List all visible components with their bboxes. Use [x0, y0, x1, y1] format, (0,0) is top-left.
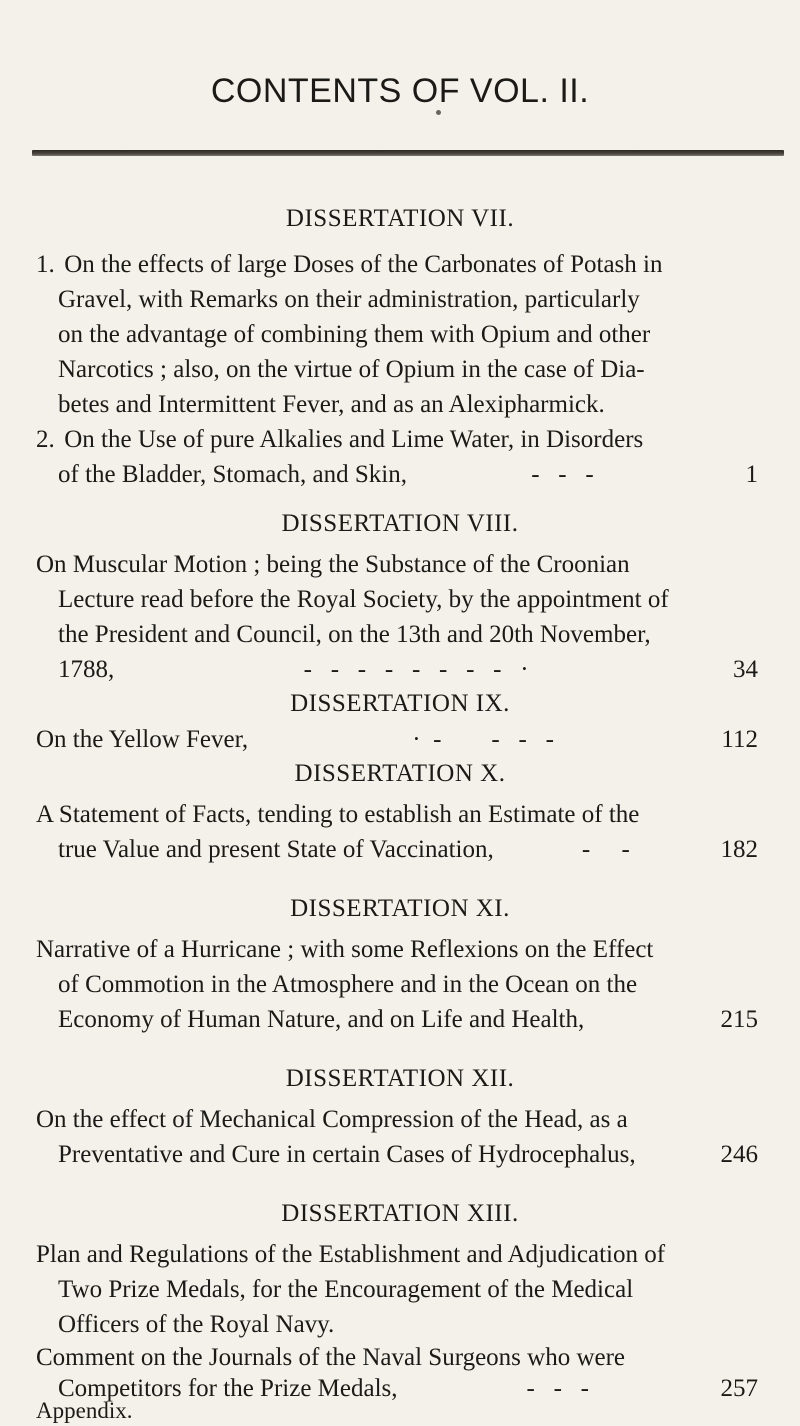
entry-line: Plan and Regulations of the Establishment and Adjudication of [36, 1241, 666, 1268]
section-heading-xi: DISSERTATION XI. [290, 895, 510, 922]
leader-dashes: - - [581, 836, 630, 863]
entry-text: Economy of Human Nature, and on Life and Health, [58, 1006, 585, 1033]
entry-text: On the Use of pure Alkalies and Lime Water, in Disorders [64, 426, 644, 453]
entry-line [58, 1005, 758, 1035]
entry-number: 1. [36, 251, 55, 278]
page-number: 112 [721, 726, 758, 753]
entry-line [58, 835, 758, 865]
entry-text: Preventative and Cure in certain Cases of Hydrocephalus, [58, 1141, 636, 1168]
entry-line: Narrative of a Hurricane ; with some Reflexions on the Effect [36, 936, 654, 963]
entry-line: of Commotion in the Atmosphere and in the Ocean on the [58, 971, 638, 998]
page-number: 257 [720, 1375, 758, 1402]
section-heading-viii: DISSERTATION VIII. [281, 510, 519, 537]
entry-text: Competitors for the Prize Medals, [58, 1375, 398, 1402]
entry-text: 1788, [58, 656, 115, 683]
entry-line: Two Prize Medals, for the Encouragement of the Medical [58, 1276, 634, 1303]
entry-line [58, 655, 758, 685]
section-heading-vii: DISSERTATION VII. [285, 205, 515, 232]
section-heading-xiii: DISSERTATION XIII. [281, 1200, 519, 1227]
entry-line: On Muscular Motion ; being the Substance of the Croonian [36, 551, 630, 578]
entry-line: On the effect of Mechanical Compression of the Head, as a [36, 1106, 628, 1133]
entry-line: Gravel, with Remarks on their administration, particularly [58, 286, 640, 313]
page-number: 246 [720, 1141, 758, 1168]
entry-text: true Value and present State of Vaccination, [58, 836, 494, 863]
entry-line: Lecture read before the Royal Society, by the appointment of [58, 586, 669, 613]
entry-line: the President and Council, on the 13th and 20th November, [58, 621, 651, 648]
entry-line: Narcotics ; also, on the virtue of Opium in the case of Dia- [58, 356, 645, 383]
entry-text: On the effects of large Doses of the Carbonates of Potash in [64, 251, 663, 278]
entry-text: of the Bladder, Stomach, and Skin, [58, 461, 407, 488]
entry-line [58, 460, 758, 490]
entry-line [36, 250, 776, 280]
entry-text: On the Yellow Fever, [36, 726, 249, 753]
leader-dashes: - - - [531, 461, 594, 488]
section-heading-xii: DISSERTATION XII. [285, 1065, 515, 1092]
entry-line-appendix: Appendix. [36, 1398, 133, 1423]
section-heading-ix: DISSERTATION IX. [290, 690, 510, 717]
entry-line [36, 425, 776, 455]
entry-line [36, 725, 758, 755]
entry-line: on the advantage of combining them with Opium and other [58, 321, 651, 348]
page-number: 1 [745, 461, 758, 488]
entry-line [58, 1140, 758, 1170]
section-heading-x: DISSERTATION X. [294, 760, 506, 787]
entry-number: 2. [36, 426, 55, 453]
page-number: 215 [720, 1006, 758, 1033]
leader-dashes: - - - [526, 1375, 589, 1402]
entry-line: Comment on the Journals of the Naval Surgeons who were [36, 1344, 626, 1371]
page-number: 34 [733, 656, 758, 683]
page-title: CONTENTS OF VOL. II. [210, 72, 590, 110]
ink-dot [436, 110, 441, 115]
leader-dashes: · - - - - [412, 726, 554, 753]
entry-line: betes and Intermittent Fever, and as an Alexipharmick. [58, 391, 605, 418]
leader-dashes: - - - - - - - - · [303, 656, 529, 683]
title-rule [32, 150, 784, 156]
page-number: 182 [720, 836, 758, 863]
entry-line: Officers of the Royal Navy. [58, 1311, 335, 1338]
entry-line: A Statement of Facts, tending to establish an Estimate of the [36, 801, 640, 828]
